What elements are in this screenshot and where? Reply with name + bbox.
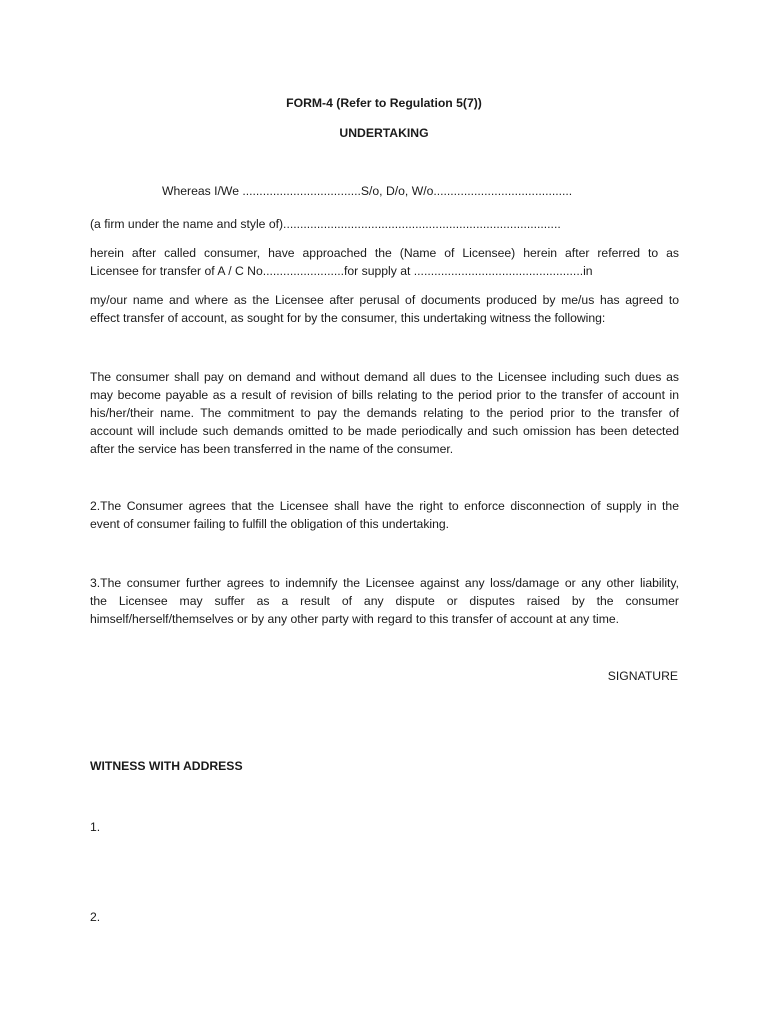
agreement-line-1: my/our name and where as the Licensee after perusal of documents produced by me/us has agreed to xyxy=(90,293,679,307)
intro-line-1: herein after called consumer, have approached the (Name of Licensee) herein after referred to as xyxy=(90,246,679,260)
clause-3-line-1: 3.The consumer further agrees to indemnify the Licensee against any loss/damage or any other liability, xyxy=(90,576,679,590)
clause-1-line-3: his/her/their name. The commitment to pay the demands relating to the period prior to the transfer of xyxy=(90,406,679,420)
witness-1-label: 1. xyxy=(90,820,101,834)
clause-2-line-1: 2.The Consumer agrees that the Licensee shall have the right to enforce disconnection of supply in the xyxy=(90,499,679,513)
document-heading: UNDERTAKING xyxy=(339,126,429,140)
agreement-line-2: effect transfer of account, as sought for by the consumer, this undertaking witness the following: xyxy=(90,311,606,325)
form-title: FORM-4 (Refer to Regulation 5(7)) xyxy=(286,96,482,110)
clause-1-line-1: The consumer shall pay on demand and without demand all dues to the Licensee including such dues as xyxy=(90,370,679,384)
witness-heading: WITNESS WITH ADDRESS xyxy=(90,759,243,773)
witness-2-label: 2. xyxy=(90,910,101,924)
signature-label: SIGNATURE xyxy=(607,669,678,683)
clause-3-paragraph xyxy=(90,574,679,628)
intro-paragraph xyxy=(90,244,679,280)
clause-1-line-2: may become payable as a result of revision of bills relating to the period prior to the transfer of account in xyxy=(90,388,679,402)
clause-2-paragraph xyxy=(90,497,679,533)
intro-line-2: Licensee for transfer of A / C No........................for supply at ..................................................in xyxy=(90,264,593,278)
clause-3-line-3: himself/herself/themselves or by any other party with regard to this transfer of account at any time. xyxy=(90,612,620,626)
firm-name-line: (a firm under the name and style of).................................................................................. xyxy=(90,217,561,231)
clause-2-line-2: event of consumer failing to fulfill the obligation of this undertaking. xyxy=(90,517,450,531)
clause-1-line-4: account will include such demands omitted to be made periodically and such omission has been detected xyxy=(90,424,679,438)
clause-3-line-2: the Licensee may suffer as a result of any dispute or disputes raised by the consumer xyxy=(90,594,679,608)
clause-1-line-5: after the service has been transferred in the name of the consumer. xyxy=(90,442,454,456)
whereas-line: Whereas I/We ...................................S/o, D/o, W/o......................................... xyxy=(162,184,573,198)
agreement-paragraph xyxy=(90,291,679,327)
clause-1-paragraph xyxy=(90,368,679,458)
